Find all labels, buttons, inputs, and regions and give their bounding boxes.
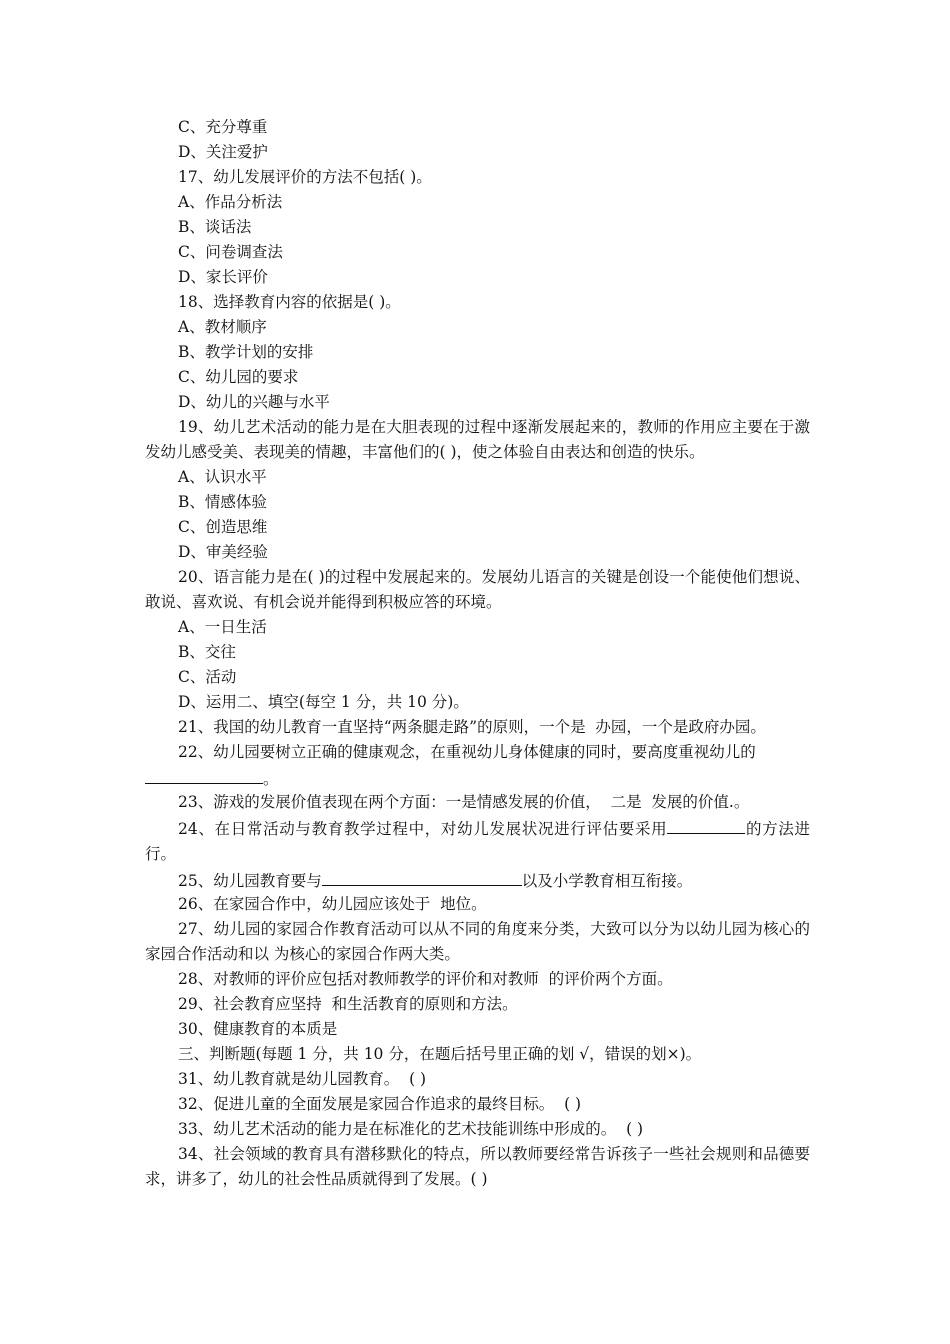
q17-option-d: D、家长评价 (178, 268, 268, 286)
q25-text-end: 以及小学教育相互衔接。 (521, 872, 693, 890)
q30-fill-blank: 30、健康教育的本质是 (178, 1020, 338, 1038)
q22-fill-blank: 22、幼儿园要树立正确的健康观念，在重视幼儿身体健康的同时，要高度重视幼儿的 (178, 743, 756, 761)
section-three-heading: 三、判断题(每题 1 分，共 10 分，在题后括号里正确的划 √，错误的划×)。 (178, 1045, 702, 1063)
q19-option-c: C、创造思维 (178, 518, 268, 536)
q17-question: 17、幼儿发展评价的方法不包括( )。 (178, 168, 432, 186)
q18-option-d: D、幼儿的兴趣与水平 (178, 393, 330, 411)
q27-fill-blank: 27、幼儿园的家园合作教育活动可以从不同的角度来分类，大致可以分为以幼儿园为核心的家园合作活动和以 为核心的家园合作两大类。 (145, 920, 810, 963)
q16-option-d: D、关注爱护 (178, 143, 268, 161)
q29-fill-blank: 29、社会教育应坚持 和生活教育的原则和方法。 (178, 995, 518, 1013)
q17-option-b: B、谈话法 (178, 218, 252, 236)
q20-option-b: B、交往 (178, 643, 236, 661)
q19-option-a: A、认识水平 (178, 468, 267, 486)
q25-text-start: 25、幼儿园教育要与 (178, 872, 322, 890)
q32-true-false: 32、促进儿童的全面发展是家园合作追求的最终目标。 ( ) (178, 1095, 582, 1113)
q20-option-d-and-section-two-heading: D、运用二、填空(每空 1 分，共 10 分)。 (178, 693, 469, 711)
q24-fill-blank (145, 815, 810, 867)
q31-true-false: 31、幼儿教育就是幼儿园教育。 ( ) (178, 1070, 427, 1088)
q22-period: 。 (263, 770, 279, 788)
q28-fill-blank: 28、对教师的评价应包括对教师教学的评价和对教师 的评价两个方面。 (178, 970, 673, 988)
q26-fill-blank: 26、在家园合作中，幼儿园应该处于 地位。 (178, 895, 487, 913)
q18-option-c: C、幼儿园的要求 (178, 368, 299, 386)
q22-fill-blank-line (145, 765, 810, 790)
document-body (145, 115, 810, 1192)
q33-true-false: 33、幼儿艺术活动的能力是在标准化的艺术技能训练中形成的。 ( ) (178, 1120, 644, 1138)
q17-option-a: A、作品分析法 (178, 193, 283, 211)
q24-answer-blank (667, 815, 745, 834)
q19-option-b: B、情感体验 (178, 493, 267, 511)
q18-option-b: B、教学计划的安排 (178, 343, 314, 361)
q19-option-d: D、审美经验 (178, 543, 268, 561)
q25-fill-blank (145, 867, 810, 892)
q19-question: 19、幼儿艺术活动的能力是在大胆表现的过程中逐渐发展起来的，教师的作用应主要在于激发幼儿感受美、表现美的情趣，丰富他们的( )，使之体验自由表达和创造的快乐。 (145, 418, 810, 461)
q18-question: 18、选择教育内容的依据是( )。 (178, 293, 401, 311)
q17-option-c: C、问卷调查法 (178, 243, 283, 261)
q21-fill-blank: 21、我国的幼儿教育一直坚持“两条腿走路”的原则，一个是 办园，一个是政府办园。 (178, 718, 766, 736)
q20-question: 20、语言能力是在( )的过程中发展起来的。发展幼儿语言的关键是创设一个能使他们想说、敢说、喜欢说、有机会说并能得到积极应答的环境。 (145, 568, 810, 611)
q18-option-a: A、教材顺序 (178, 318, 267, 336)
q16-option-c: C、充分尊重 (178, 118, 268, 136)
q24-text-start: 24、在日常活动与教育教学过程中，对幼儿发展状况进行评估要采用 (178, 820, 668, 838)
q20-option-a: A、一日生活 (178, 618, 267, 636)
q20-option-c: C、活动 (178, 668, 237, 686)
q34-true-false: 34、社会领域的教育具有潜移默化的特点，所以教师要经常告诉孩子一些社会规则和品德要求，讲多了，幼儿的社会性品质就得到了发展。( ) (145, 1145, 810, 1188)
q22-answer-blank (145, 765, 263, 784)
q24-text-end: 的方法进行。 (145, 820, 810, 863)
q25-answer-blank (322, 867, 522, 886)
q23-fill-blank: 23、游戏的发展价值表现在两个方面：一是情感发展的价值， 二是 发展的价值.。 (178, 793, 750, 811)
